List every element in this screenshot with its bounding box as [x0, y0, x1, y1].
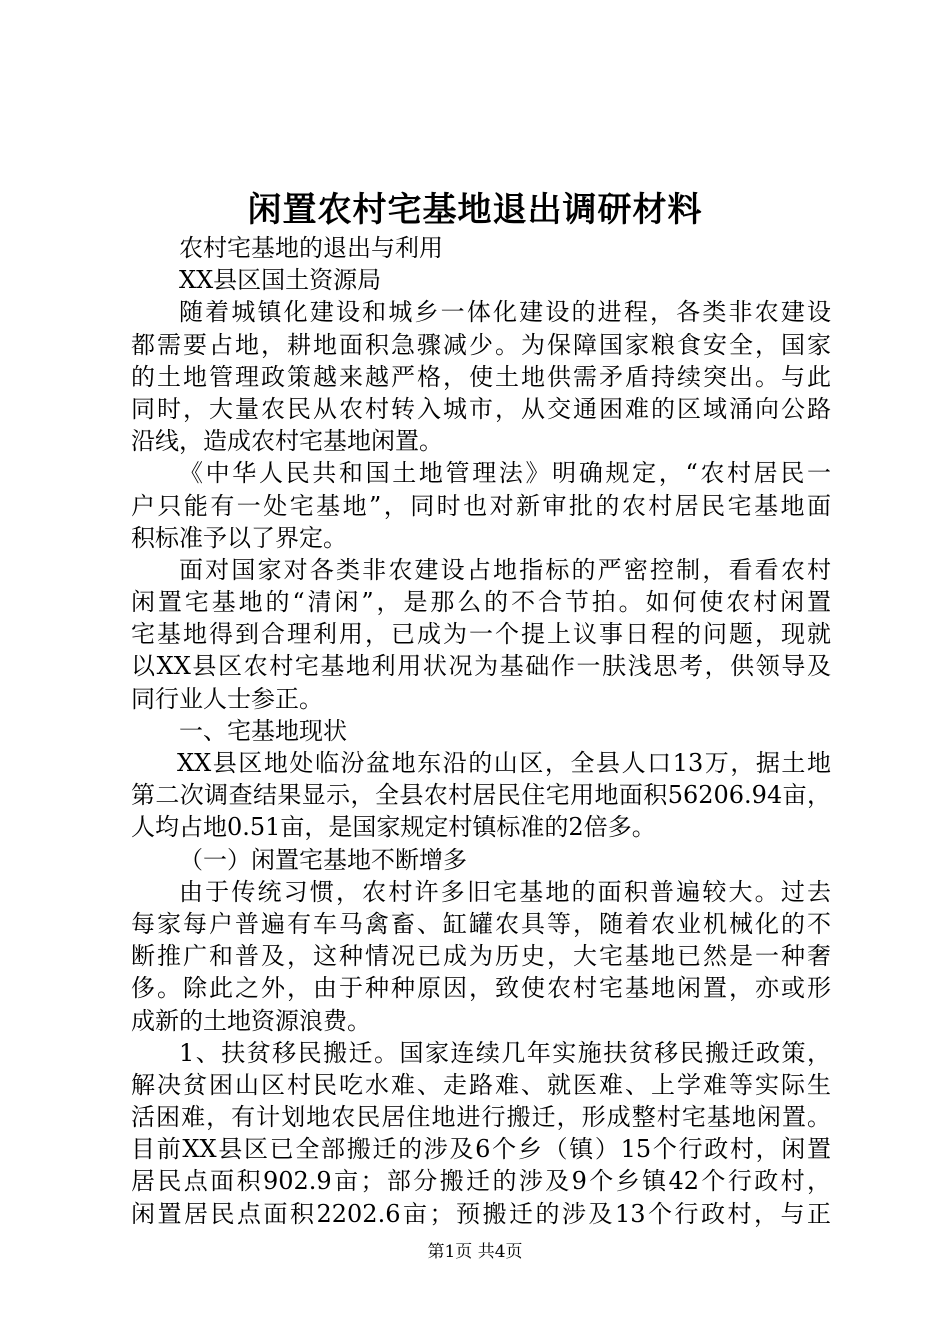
paragraph-line: 都需要占地，耕地面积急骤减少。为保障国家粮食安全，国家 [131, 330, 831, 359]
document-body [131, 232, 831, 1230]
paragraph-line: 《中华人民共和国土地管理法》明确规定，“农村居民一 [179, 459, 831, 488]
paragraph-line: 目前XX县区已全部搬迁的涉及6个乡（镇）15个行政村，闲置 [131, 1135, 831, 1164]
paragraph-line: 沿线，造成农村宅基地闲置。 [131, 427, 443, 456]
paragraph-line: 同时，大量农民从农村转入城市，从交通困难的区域涌向公路 [131, 394, 831, 423]
paragraph-line: 断推广和普及，这种情况已成为历史，大宅基地已然是一种奢 [131, 942, 831, 971]
paragraph-line: 成新的土地资源浪费。 [131, 1006, 371, 1035]
subsection-heading: （一）闲置宅基地不断增多 [179, 845, 467, 874]
paragraph-line: 第二次调查结果显示，全县农村居民住宅用地面积56206.94亩， [131, 781, 831, 810]
paragraph-line: 闲置宅基地的“清闲”，是那么的不合节拍。如何使农村闲置 [131, 588, 831, 617]
paragraph-line: 闲置居民点面积2202.6亩；预搬迁的涉及13个行政村，与正 [131, 1199, 831, 1228]
paragraph-line: 的土地管理政策越来越严格，使土地供需矛盾持续突出。与此 [131, 362, 831, 391]
paragraph-line: 户只能有一处宅基地”，同时也对新审批的农村居民宅基地面 [131, 491, 831, 520]
paragraph-line: 由于传统习惯，农村许多旧宅基地的面积普遍较大。过去 [179, 877, 831, 906]
subtitle-line: 农村宅基地的退出与利用 [179, 234, 443, 262]
paragraph-line: 积标准予以了界定。 [131, 523, 347, 552]
paragraph-line: 1、扶贫移民搬迁。国家连续几年实施扶贫移民搬迁政策， [179, 1038, 831, 1067]
paragraph-line: 宅基地得到合理利用，已成为一个提上议事日程的问题，现就 [131, 620, 831, 649]
author-line: XX县区国土资源局 [179, 266, 382, 295]
paragraph-line: 解决贫困山区村民吃水难、走路难、就医难、上学难等实际生 [131, 1070, 831, 1099]
paragraph-line: 面对国家对各类非农建设占地指标的严密控制，看看农村 [179, 555, 831, 584]
paragraph-line: 以XX县区农村宅基地利用状况为基础作一肤浅思考，供领导及 [131, 652, 831, 681]
paragraph-line: XX县区地处临汾盆地东沿的山区，全县人口13万，据土地 [177, 749, 831, 777]
paragraph-line: 每家每户普遍有车马禽畜、缸罐农具等，随着农业机械化的不 [131, 909, 831, 938]
paragraph-line: 侈。除此之外，由于种种原因，致使农村宅基地闲置，亦或形 [131, 974, 831, 1003]
section-heading: 一、宅基地现状 [179, 716, 347, 745]
paragraph-line: 随着城镇化建设和城乡一体化建设的进程，各类非农建设 [179, 298, 831, 327]
paragraph-line: 人均占地0.51亩，是国家规定村镇标准的2倍多。 [131, 813, 656, 842]
paragraph-line: 活困难，有计划地农民居住地进行搬迁，形成整村宅基地闲置。 [131, 1103, 831, 1132]
page-footer: 第1页 共4页 [427, 1242, 523, 1262]
document-title: 闲置农村宅基地退出调研材料 [247, 190, 703, 230]
paragraph-line: 同行业人士参正。 [131, 684, 323, 713]
paragraph-line: 居民点面积902.9亩；部分搬迁的涉及9个乡镇42个行政村， [131, 1167, 831, 1196]
